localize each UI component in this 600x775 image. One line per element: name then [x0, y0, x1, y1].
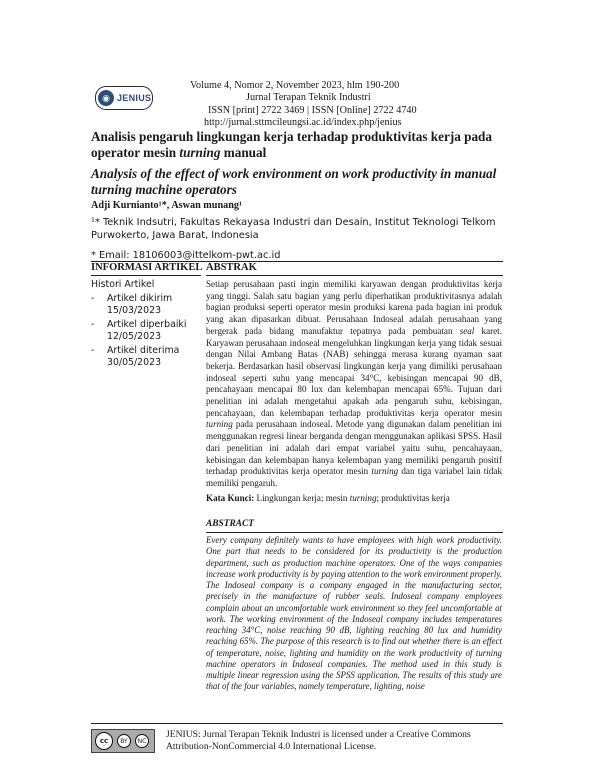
history-label: Histori Artikel — [91, 279, 155, 290]
abstract-rule — [206, 532, 503, 533]
journal-name: Jurnal Terapan Teknik Industri — [246, 92, 371, 104]
journal-url[interactable]: http://jurnal.sttmcileungsi.ac.id/index.php/jenius — [204, 117, 402, 129]
history-item: - Artikel diperbaiki 12/05/2023 — [91, 319, 187, 342]
info-rule — [91, 275, 201, 276]
top-rule — [91, 261, 503, 262]
journal-logo — [95, 86, 153, 110]
article-history — [91, 279, 201, 369]
by-icon: BY — [117, 734, 131, 748]
logo-globe-icon: ◉ — [98, 90, 114, 106]
history-item: - Artikel dikirim 15/03/2023 — [91, 293, 173, 316]
logo-text: JENIUS — [117, 93, 152, 103]
journal-meta — [190, 80, 450, 130]
title-english: Analysis of the effect of work environment on work productivity in manual turning machine operators — [91, 166, 497, 197]
volume-line: Volume 4, Nomor 2, November 2023, hlm 190-200 — [190, 80, 400, 91]
issn-line: ISSN [print] 2722 3469 | ISSN [Online] 2722 4740 — [208, 104, 417, 116]
article-info-heading: INFORMASI ARTIKEL — [91, 262, 203, 273]
title-indonesian: Analisis pengaruh lingkungan kerja terhadap produktivitas kerja pada operator mesin turning manual — [91, 129, 492, 160]
abstract-text: Every company definitely wants to have employees with high work productivity. One part that needs to be considered for its productivity is the production department, such as production machine operators. One of the ways companies increase work productivity is by paying attention to the work environment properly. The Indoseal company is a company engaged in the manufacturing sector, precisely in the manufacture of rubber seals. Indoseal company employees complain about an uncomfortable work environment so they feel uncomfortable at work. The working environment of the Indoseal company includes temperatures reaching 34°C, noise reaching 90 dB, lighting reaching 80 lux and humidity reaching 65%. The purpose of this research is to find out whether there is an effect of temperature, noise, lighting and humidity on the work productivity of turning machine operators in Indoseal companies. The method used in this study is multiple linear regression using the SPSS application. The results of this study are that of the four variables, namely temperature, lighting, noise — [206, 535, 502, 692]
footer-rule — [91, 723, 503, 724]
cc-license-badge[interactable] — [91, 729, 155, 753]
nc-icon: NC — [135, 734, 149, 748]
abstract-heading: ABSTRACT — [206, 519, 254, 529]
keywords: Kata Kunci: Lingkungan kerja; mesin turning; produktivitas kerja — [206, 493, 450, 503]
license-text: JENIUS: Jurnal Terapan Teknik Industri is licensed under a Creative Commons Attribution-NonCommercial 4.0 International License. — [166, 729, 471, 753]
abstrak-text: Setiap perusahaan pasti ingin memiliki karyawan dengan produktivitas kerja yang tinggi. Salah satu bagian yang perlu diperhatikan produktivitasnya adalah bagian produksi seperti operator mesin produksi karena pada bagian ini produk yang akan dipasarkan dibuat. Perusahaan Indoseal adalah perusahaan yang bergerak pada bidang manufaktur tepatnya pada pembuatan seal karet. Karyawan perusahaan indoseal mengeluhkan lingkungan kerja yang tidak sesuai dengan Nilai Ambang Batas (NAB) sehingga merasa kurang nyaman saat bekerja. Berdasarkan hasil observasi lingkungan kerja yang dimiliki perusahaan indoseal seperti suhu yang mencapai 34°C, kebisingan mencapai 90 dB, pencahayaan mencapai 80 lux dan kelembapan mencapai 65%. Tujuan dari penelitian ini adalah mengetahui apakah ada pengaruh suhu, kebisingan, pencahayaan, dan kelembapan terhadap produktivitas kerja operator mesin turning pada perusahaan indoseal. Metode yang digunakan dalam penelitian ini menggunakan regresi linear berganda dengan menggunakan aplikasi SPSS. Hasil dari penelitian ini adalah dari empat variabel yaitu suhu, pencahayaan, kebisingan dan kelembapan hanya kelembapan yang memiliki pengaruh positif terhadap produktivitas kerja operator mesin turning dan tiga variabel lain tidak memiliki pengaruh. — [206, 279, 502, 488]
abstrak-heading: ABSTRAK — [206, 262, 257, 273]
affiliation: ¹* Teknik Indsutri, Fakultas Rekayasa Industri dan Desain, Institut Teknologi Telkom Purwokerto, Jawa Barat, Indonesia — [91, 217, 496, 241]
cc-icon: cc — [95, 732, 113, 750]
authors: Adji Kurnianto¹*, Aswan munang¹ — [91, 200, 243, 211]
corresponding-email[interactable]: * Email: 18106003@ittelkom-pwt.ac.id — [91, 250, 281, 261]
abstrak-rule — [206, 275, 503, 276]
history-item: - Artikel diterima 30/05/2023 — [91, 345, 180, 368]
